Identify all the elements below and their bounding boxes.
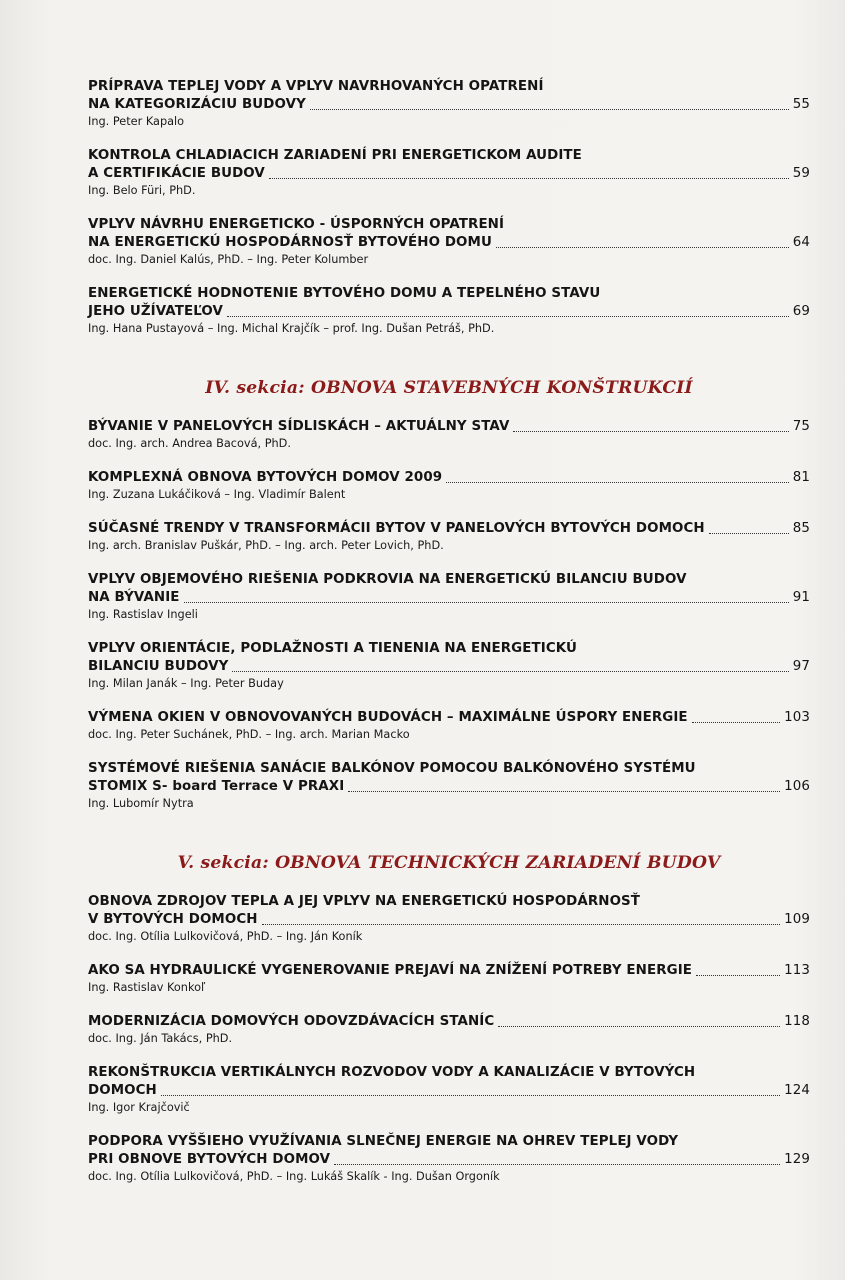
entry-title-line2: PRI OBNOVE BYTOVÝCH DOMOV	[88, 1152, 331, 1167]
entry-title-row	[88, 589, 810, 607]
entry-title-line1: REKONŠTRUKCIA VERTIKÁLNYCH ROZVODOV VODY A KANALIZÁCIE V BYTOVÝCH	[88, 1065, 696, 1080]
entry-title-line1: PODPORA VYŠŠIEHO VYUŽÍVANIA SLNEČNEJ ENERGIE NA OHREV TEPLEJ VODY	[88, 1134, 679, 1149]
dot-leader	[269, 178, 789, 179]
entry-title-row	[88, 962, 810, 980]
entry-title-row	[88, 709, 810, 727]
entry-authors: Ing. arch. Branislav Puškár, PhD. – Ing. arch. Peter Lovich, PhD.	[88, 539, 444, 552]
page-number: 97	[792, 659, 810, 674]
toc-entry	[88, 147, 810, 198]
entry-title-row	[88, 165, 810, 183]
page-number: 109	[784, 912, 810, 927]
page-number: 118	[784, 1014, 810, 1029]
page-number: 64	[792, 235, 810, 250]
section-heading: IV. sekcia: OBNOVA STAVEBNÝCH KONŠTRUKCIÍ	[205, 378, 693, 398]
table-of-contents	[88, 78, 810, 1202]
toc-entry	[88, 709, 810, 742]
entry-authors: Ing. Belo Füri, PhD.	[88, 184, 196, 197]
entry-authors: Ing. Hana Pustayová – Ing. Michal Krajčík – prof. Ing. Dušan Petráš, PhD.	[88, 322, 495, 335]
entry-authors: doc. Ing. Otília Lulkovičová, PhD. – Ing. Ján Koník	[88, 930, 363, 943]
dot-leader	[498, 1026, 780, 1027]
entry-title-row	[88, 1013, 810, 1031]
entry-authors: doc. Ing. Otília Lulkovičová, PhD. – Ing. Lukáš Skalík - Ing. Dušan Orgoník	[88, 1170, 500, 1183]
dot-leader	[334, 1164, 780, 1165]
dot-leader	[709, 533, 789, 534]
entry-title-row	[88, 418, 810, 436]
entry-title-line2: AKO SA HYDRAULICKÉ VYGENEROVANIE PREJAVÍ NA ZNÍŽENÍ POTREBY ENERGIE	[88, 963, 693, 978]
entry-title-row	[88, 658, 810, 676]
toc-entry	[88, 962, 810, 995]
page-number: 85	[792, 521, 810, 536]
entry-title-row	[88, 1082, 810, 1100]
entry-title-row	[88, 1151, 810, 1169]
entry-authors: Ing. Zuzana Lukáčiková – Ing. Vladimír Balent	[88, 488, 346, 501]
toc-entry	[88, 1064, 810, 1115]
entry-authors: doc. Ing. Peter Suchánek, PhD. – Ing. arch. Marian Macko	[88, 728, 410, 741]
entry-authors: Ing. Rastislav Ingeli	[88, 608, 198, 621]
page-number: 55	[792, 97, 810, 112]
entry-title-line2: NA KATEGORIZÁCIU BUDOVY	[88, 97, 306, 112]
toc-entry	[88, 216, 810, 267]
toc-entry	[88, 1133, 810, 1184]
entry-title-line1: VPLYV ORIENTÁCIE, PODLAŽNOSTI A TIENENIA NA ENERGETICKÚ	[88, 641, 577, 656]
entry-title-line2: SÚČASNÉ TRENDY V TRANSFORMÁCII BYTOV V PANELOVÝCH BYTOVÝCH DOMOCH	[88, 521, 705, 536]
entry-title-line2: BÝVANIE V PANELOVÝCH SÍDLISKÁCH – AKTUÁLNY STAV	[88, 419, 510, 434]
entry-title-line2: VÝMENA OKIEN V OBNOVOVANÝCH BUDOVÁCH – MAXIMÁLNE ÚSPORY ENERGIE	[88, 710, 688, 725]
toc-entry	[88, 285, 810, 336]
dot-leader	[513, 431, 788, 432]
entry-title-line1: KONTROLA CHLADIACICH ZARIADENÍ PRI ENERGETICKOM AUDITE	[88, 148, 582, 163]
entry-title-line1: PRÍPRAVA TEPLEJ VODY A VPLYV NAVRHOVANÝCH OPATRENÍ	[88, 79, 544, 94]
entry-title-row	[88, 520, 810, 538]
entry-authors: doc. Ing. arch. Andrea Bacová, PhD.	[88, 437, 291, 450]
dot-leader	[348, 791, 780, 792]
dot-leader	[184, 602, 789, 603]
toc-entry	[88, 571, 810, 622]
entry-title-line2: JEHO UŽÍVATEĽOV	[88, 304, 223, 319]
entry-title-line2: KOMPLEXNÁ OBNOVA BYTOVÝCH DOMOV 2009	[88, 470, 443, 485]
page-number: 75	[792, 419, 810, 434]
page-number: 103	[784, 710, 810, 725]
entry-authors: Ing. Milan Janák – Ing. Peter Buday	[88, 677, 284, 690]
toc-entry	[88, 1013, 810, 1046]
dot-leader	[310, 109, 789, 110]
entry-title-row	[88, 234, 810, 252]
entry-title-row	[88, 911, 810, 929]
entry-title-row	[88, 303, 810, 321]
entry-authors: Ing. Rastislav Konkoľ	[88, 981, 206, 994]
entry-title-row	[88, 469, 810, 487]
page-number: 106	[784, 779, 810, 794]
dot-leader	[496, 247, 789, 248]
toc-entry	[88, 760, 810, 811]
dot-leader	[446, 482, 789, 483]
entry-authors: Ing. Igor Krajčovič	[88, 1101, 190, 1114]
dot-leader	[692, 722, 780, 723]
entry-title-line2: A CERTIFIKÁCIE BUDOV	[88, 166, 265, 181]
page-number: 129	[784, 1152, 810, 1167]
dot-leader	[262, 924, 781, 925]
page-number: 81	[792, 470, 810, 485]
page-number: 113	[784, 963, 810, 978]
entry-authors: Ing. Lubomír Nytra	[88, 797, 194, 810]
toc-entry	[88, 78, 810, 129]
entry-authors: doc. Ing. Ján Takács, PhD.	[88, 1032, 233, 1045]
entry-title-line1: VPLYV OBJEMOVÉHO RIEŠENIA PODKROVIA NA ENERGETICKÚ BILANCIU BUDOV	[88, 572, 687, 587]
toc-entry	[88, 520, 810, 553]
dot-leader	[232, 671, 788, 672]
page-number: 59	[792, 166, 810, 181]
entry-title-line2: V BYTOVÝCH DOMOCH	[88, 912, 258, 927]
toc-entry	[88, 469, 810, 502]
entry-title-line1: OBNOVA ZDROJOV TEPLA A JEJ VPLYV NA ENERGETICKÚ HOSPODÁRNOSŤ	[88, 894, 641, 909]
page-number: 69	[792, 304, 810, 319]
toc-entry	[88, 640, 810, 691]
entry-title-row	[88, 96, 810, 114]
entry-title-line2: STOMIX S- board Terrace V PRAXI	[88, 779, 345, 794]
page-number: 124	[784, 1083, 810, 1098]
entry-authors: doc. Ing. Daniel Kalús, PhD. – Ing. Peter Kolumber	[88, 253, 369, 266]
entry-title-line1: ENERGETICKÉ HODNOTENIE BYTOVÉHO DOMU A TEPELNÉHO STAVU	[88, 286, 601, 301]
dot-leader	[696, 975, 780, 976]
entry-title-line2: BILANCIU BUDOVY	[88, 659, 229, 674]
entry-title-line1: VPLYV NÁVRHU ENERGETICKO - ÚSPORNÝCH OPATRENÍ	[88, 217, 505, 232]
entry-title-row	[88, 778, 810, 796]
page-number: 91	[792, 590, 810, 605]
section-heading: V. sekcia: OBNOVA TECHNICKÝCH ZARIADENÍ BUDOV	[177, 853, 721, 873]
dot-leader	[227, 316, 789, 317]
entry-title-line2: NA ENERGETICKÚ HOSPODÁRNOSŤ BYTOVÉHO DOMU	[88, 235, 492, 250]
entry-title-line2: NA BÝVANIE	[88, 590, 180, 605]
toc-entry	[88, 418, 810, 451]
entry-title-line2: MODERNIZÁCIA DOMOVÝCH ODOVZDÁVACÍCH STANÍC	[88, 1014, 495, 1029]
toc-entry	[88, 893, 810, 944]
dot-leader	[161, 1095, 780, 1096]
entry-title-line2: DOMOCH	[88, 1083, 157, 1098]
entry-title-line1: SYSTÉMOVÉ RIEŠENIA SANÁCIE BALKÓNOV POMOCOU BALKÓNOVÉHO SYSTÉMU	[88, 761, 696, 776]
entry-authors: Ing. Peter Kapalo	[88, 115, 185, 128]
